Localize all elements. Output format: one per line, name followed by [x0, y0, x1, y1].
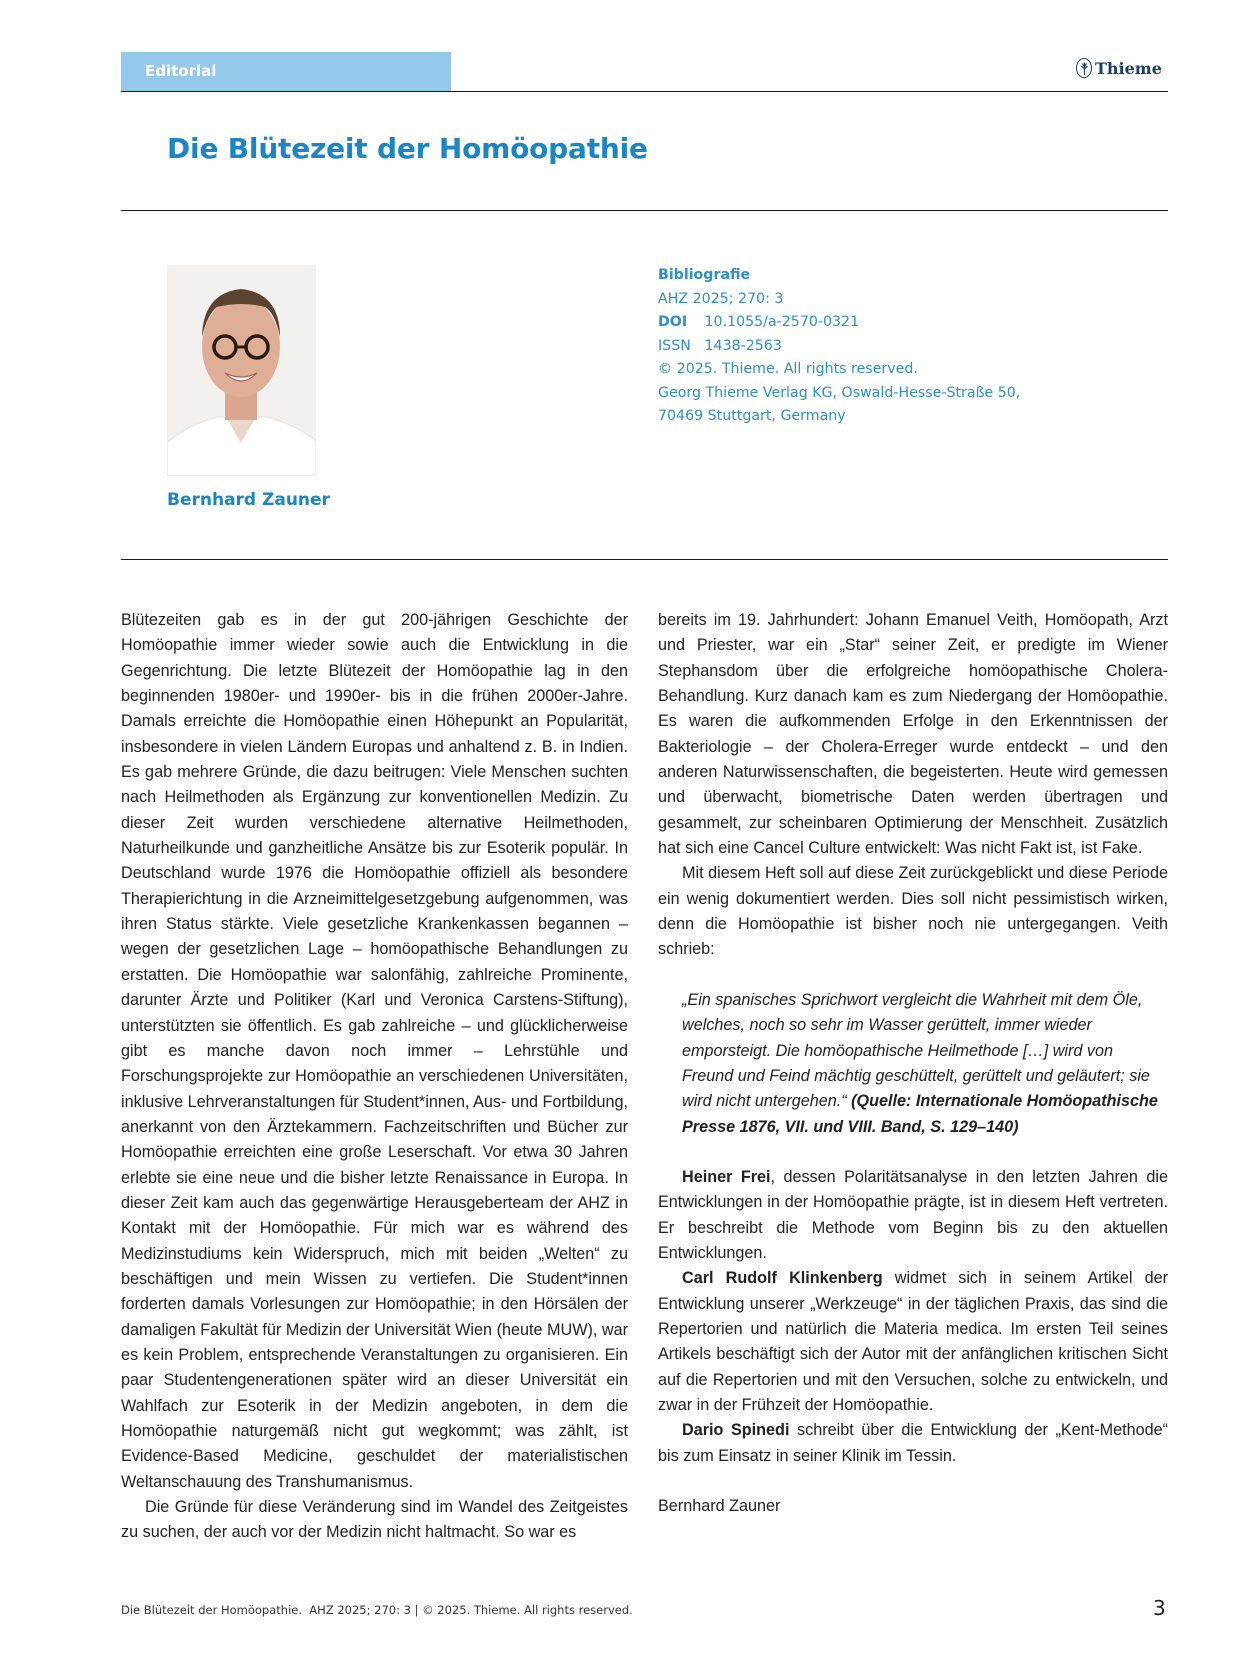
- author-photo: [167, 265, 316, 476]
- block-quote: [682, 988, 1168, 1140]
- contributor-name: Heiner Frei: [682, 1167, 771, 1186]
- doi-line: [658, 311, 1020, 335]
- quote-source: (Quelle: Internationale Homöopathische Presse 1876, VII. und VIII. Band, S. 129–140): [682, 1092, 1158, 1136]
- paragraph: [658, 1266, 1168, 1418]
- citation: AHZ 2025; 270: 3: [658, 290, 784, 307]
- header-rule: [121, 91, 1168, 92]
- paragraph: Mit diesem Heft soll auf diese Zeit zurückgeblickt und diese Periode ein wenig dokumentiert werden. Dies soll nicht pessimistisch wirken, denn die Homöopathie ist bisher noch nie untergegangen. Veith schrieb:: [658, 864, 1168, 959]
- bibliography-heading: Bibliografie: [658, 267, 751, 283]
- paragraph-text: widmet sich in seinem Artikel der Entwicklung unserer „Werkzeuge“ in der täglichen Praxis, das sind die Repertorien und natürlich die Materia medica. Im ersten Teil seines Artikels beschäftigt sich der Autor mit der anfänglichen kritischen Sicht auf die Repertorien und mit den Versuchen, solche zu entwickeln, und zwar in der Frühzeit der Homöopathie.: [658, 1269, 1168, 1414]
- page-number: 3: [1153, 1596, 1166, 1620]
- copyright: © 2025. Thieme. All rights reserved.: [658, 361, 918, 377]
- body-column-left: [121, 608, 628, 1546]
- tree-emblem-glyph: [1080, 62, 1089, 75]
- paragraph-text: schreibt über die Entwicklung der „Kent-Methode“ bis zum Einsatz in seiner Klinik im Tessin.: [658, 1421, 1168, 1465]
- body-rule: [121, 559, 1168, 560]
- bibliography-block: [658, 264, 1020, 429]
- spacer: [658, 1469, 1168, 1494]
- paragraph: [658, 1165, 1168, 1266]
- publisher-address-line2: 70469 Stuttgart, Germany: [658, 408, 846, 424]
- running-footer: Die Blütezeit der Homöopathie. AHZ 2025; 270: 3 | © 2025. Thieme. All rights reserved.: [121, 1603, 633, 1617]
- publisher-logo: [1076, 58, 1162, 78]
- paragraph: bereits im 19. Jahrhundert: Johann Emanuel Veith, Homöopath, Arzt und Priester, war ein „Star“ seiner Zeit, er predigte im Wiener Stephansdom über die erfolgreiche homöopathische Cholera-Behandlung. Kurz danach kam es zum Niedergang der Homöopathie. Es waren die aufkommenden Erfolge in den Erkenntnissen der Bakteriologie – der Cholera-Erreger wurde entdeckt – und den anderen Naturwissenschaften, die begeisterten. Heute wird gemessen und überwacht, biometrische Daten werden übertragen und gesammelt, zur scheinbaren Optimierung der Menschheit. Zusätzlich hat sich eine Cancel Culture entwickelt: Was nicht Fakt ist, ist Fake.: [658, 611, 1168, 858]
- issn-value: 1438-2563: [704, 337, 782, 354]
- body-column-right: [658, 608, 1168, 1519]
- title-rule: [121, 210, 1168, 211]
- doi-value[interactable]: 10.1055/a-2570-0321: [704, 314, 860, 330]
- contributor-name: Dario Spinedi: [682, 1421, 790, 1440]
- signature: Bernhard Zauner: [658, 1497, 781, 1515]
- tree-emblem-icon: [1076, 58, 1092, 78]
- issn-line: [658, 335, 1020, 359]
- doi-label: DOI: [658, 314, 688, 330]
- paragraph: Die Gründe für diese Veränderung sind im Wandel des Zeitgeistes zu suchen, der auch vor der Medizin nicht haltmacht. So war es: [121, 1498, 628, 1542]
- author-name: Bernhard Zauner: [167, 490, 330, 510]
- article-title: Die Blütezeit der Homöopathie: [167, 132, 648, 165]
- publisher-logo-text: Thieme: [1095, 58, 1162, 78]
- author-portrait-illustration: [167, 265, 316, 476]
- section-label: Editorial: [145, 62, 217, 80]
- issn-label: ISSN: [658, 337, 691, 354]
- publisher-address-line1: Georg Thieme Verlag KG, Oswald-Hesse-Straße 50,: [658, 384, 1021, 401]
- paragraph-text: , dessen Polaritätsanalyse in den letzten Jahren die Entwicklungen in der Homöopathie prägte, ist in diesem Heft vertreten. Er beschreibt die Methode vom Beginn bis zu den aktuellen Entwicklungen.: [658, 1167, 1168, 1262]
- section-header-bar: [121, 52, 451, 91]
- paragraph: Blütezeiten gab es in der gut 200-jährigen Geschichte der Homöopathie immer wieder sowie auch die Entwicklung in die Gegenrichtung. Die letzte Blütezeit der Homöopathie lag in den beginnenden 1980er- und 1990er- bis in die frühen 2000er-Jahre. Damals erreichte die Homöopathie einen Höhepunkt an Popularität, insbesondere in vielen Ländern Europas und anhaltend z. B. in Indien. Es gab mehrere Gründe, die dazu beitrugen: Viele Menschen suchten nach Heilmethoden als Ergänzung zur konventionellen Medizin. Zu dieser Zeit wurden verschiedene alternative Heilmethoden, Naturheilkunde und ganzheitliche Ansätze bis zur Esoterik populär. In Deutschland wurde 1976 die Homöopathie offiziell als besondere Therapierichtung in die Arzneimittelgesetzgebung aufgenommen, was ihren Status stärkte. Viele gesetzliche Krankenkassen begannen – wegen der gesetzlichen Lage – homöopathische Behandlungen zu erstatten. Die Homöopathie war salonfähig, zahlreiche Prominente, darunter Ärzte und Politiker (Karl und Veronica Carstens-Stiftung), unterstützten sie öffentlich. Es gab zahlreiche – und glücklicherweise gibt es manche davon noch immer – Lehrstühle und Forschungsprojekte zur Homöopathie an verschiedenen Universitäten, inklusive Lehrveranstaltungen für Student*innen, Aus- und Fortbildung, anerkannt von den Ärztekammern. Fachzeitschriften und Bücher zur Homöopathie erreichten eine große Leserschaft. Vor etwa 30 Jahren erlebte sie eine neue und die bisher letzte Renaissance in Europa. In dieser Zeit kam auch das gegenwärtige Herausgeberteam der AHZ in Kontakt mit der Homöopathie. Für mich war es während des Medizinstudiums kein Widerspruch, mich mit beiden „Welten“ zu beschäftigen und mein Wissen zu vertiefen. Die Student*innen forderten damals Vorlesungen zur Homöopathie; in den Hörsälen der damaligen Fakultät für Medizin der Universität Wien (heute MUW), war es kein Problem, entsprechende Veranstaltungen zu organisieren. Ein paar Studentengenerationen später wird an dieser Universität ein Wahlfach zur Esoterik in der Medizin angeboten, in dem die Homöopathie naturgemäß nicht gut wegkommt; was zählt, ist Evidence-Based Medicine, geschuldet der materialistischen Weltanschauung des Transhumanismus.: [121, 611, 628, 1491]
- quote-text: „Ein spanisches Sprichwort vergleicht die Wahrheit mit dem Öle, welches, noch so sehr im Wasser gerüttelt, immer wieder emporsteigt. Die homöopathische Heilmethode […] wird von Freund und Feind mächtig geschüttelt, gerüttelt und geläutert; sie wird nicht untergehen.“: [682, 990, 1150, 1111]
- paragraph: [658, 1418, 1168, 1469]
- contributor-name: Carl Rudolf Klinkenberg: [682, 1269, 883, 1288]
